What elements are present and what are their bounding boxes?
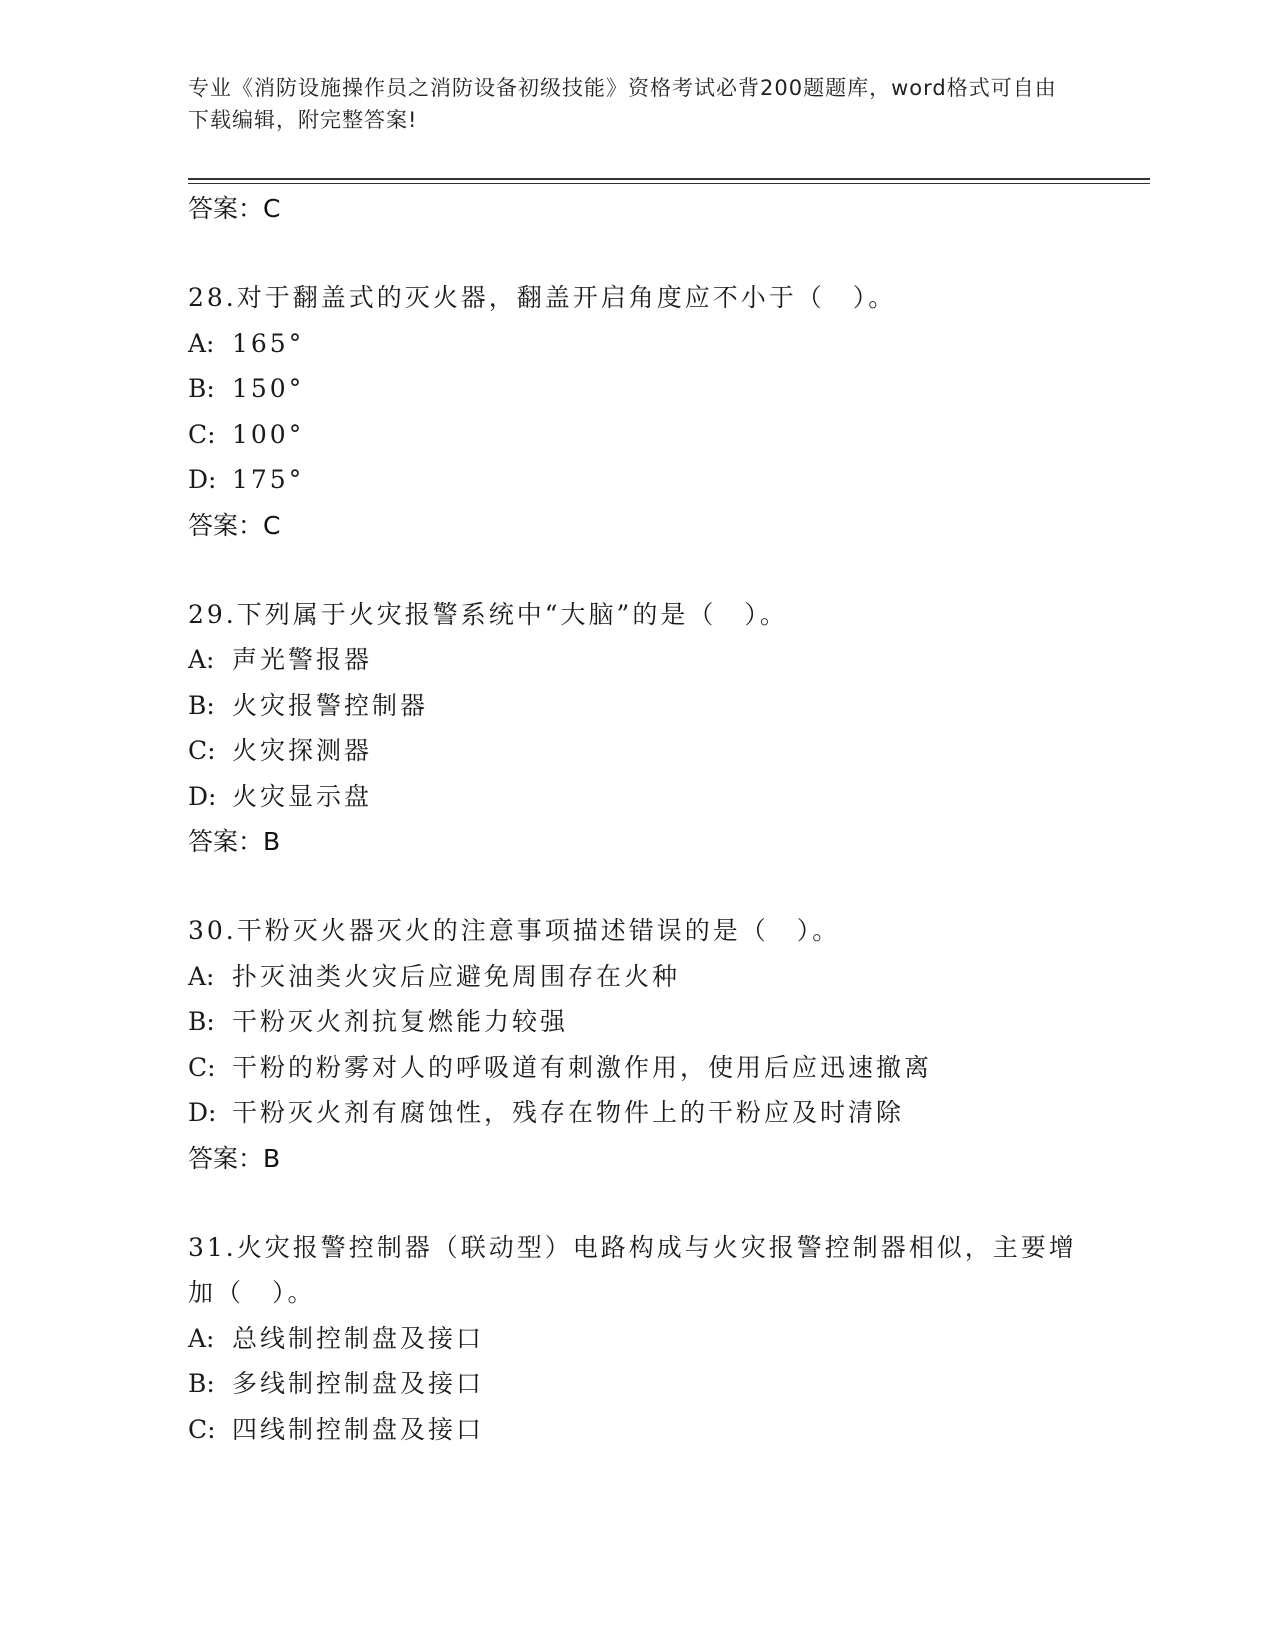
option-text: 扑灭油类火灾后应避免周围存在火种 (232, 961, 681, 991)
question-list (188, 186, 1088, 1452)
option-letter: B: (188, 690, 215, 720)
option-a (188, 321, 1088, 367)
option-letter: B: (188, 374, 215, 403)
document-header: 专业《消防设施操作员之消防设备初级技能》资格考试必背200题题库，word格式可自由下载编辑，附完整答案! (188, 76, 1057, 132)
option-a (188, 1316, 1088, 1362)
option-a (188, 637, 1088, 683)
option-letter: D: (188, 465, 217, 494)
option-b (188, 366, 1088, 412)
option-text: 干粉的粉雾对人的呼吸道有刺激作用，使用后应迅速撤离 (232, 1052, 933, 1082)
question-31 (188, 1225, 1088, 1453)
option-c (188, 728, 1088, 774)
option-text: 总线制控制盘及接口 (232, 1323, 485, 1353)
option-letter: A: (188, 961, 215, 991)
option-c (188, 1407, 1088, 1453)
header-divider-thin (188, 183, 1150, 184)
option-letter: D: (188, 781, 217, 811)
option-letter: A: (188, 1323, 215, 1353)
option-letter: D: (188, 1098, 217, 1127)
option-d (188, 457, 1088, 503)
option-text: 火灾探测器 (232, 736, 373, 765)
option-text: 火灾报警控制器 (232, 690, 429, 720)
option-letter: B: (188, 1369, 215, 1398)
option-text: 干粉灭火剂抗复燃能力较强 (232, 1007, 569, 1036)
option-letter: C: (188, 1414, 216, 1444)
option-c (188, 1045, 1088, 1091)
answer-line: 答案：B (188, 1143, 281, 1173)
question-stem: 30.干粉灭火器灭火的注意事项描述错误的是（ ）。 (188, 916, 841, 945)
question-stem: 31.火灾报警控制器（联动型）电路构成与火灾报警控制器相似，主要增加（ ）。 (188, 1232, 1077, 1307)
header-divider (188, 178, 1150, 180)
answer-line: 答案：C (188, 194, 281, 223)
option-letter: A: (188, 645, 215, 674)
option-a (188, 954, 1088, 1000)
option-letter: C: (188, 419, 216, 449)
option-d (188, 774, 1088, 820)
question-30 (188, 908, 1088, 1182)
option-text: 火灾显示盘 (232, 781, 373, 811)
option-text: 四线制控制盘及接口 (232, 1414, 485, 1444)
option-letter: B: (188, 1007, 215, 1036)
question-stem: 29.下列属于火灾报警系统中“大脑”的是（ ）。 (188, 599, 788, 629)
option-b (188, 999, 1088, 1045)
option-text: 175° (232, 465, 305, 494)
option-text: 声光警报器 (232, 645, 373, 674)
option-letter: C: (188, 1052, 216, 1082)
option-b (188, 683, 1088, 729)
option-text: 100° (232, 419, 305, 449)
answer-line: 答案：C (188, 510, 281, 540)
question-29 (188, 592, 1088, 866)
option-d (188, 1090, 1088, 1136)
option-text: 165° (232, 328, 305, 358)
option-text: 干粉灭火剂有腐蚀性，残存在物件上的干粉应及时清除 (232, 1098, 905, 1127)
answer-line: 答案：B (188, 827, 281, 856)
option-letter: A: (188, 328, 215, 358)
option-text: 多线制控制盘及接口 (232, 1369, 485, 1398)
option-c (188, 412, 1088, 458)
question-28 (188, 275, 1088, 549)
option-b (188, 1361, 1088, 1407)
question-stem: 28.对于翻盖式的灭火器，翻盖开启角度应不小于（ ）。 (188, 283, 897, 312)
option-text: 150° (232, 374, 305, 403)
option-letter: C: (188, 736, 216, 765)
